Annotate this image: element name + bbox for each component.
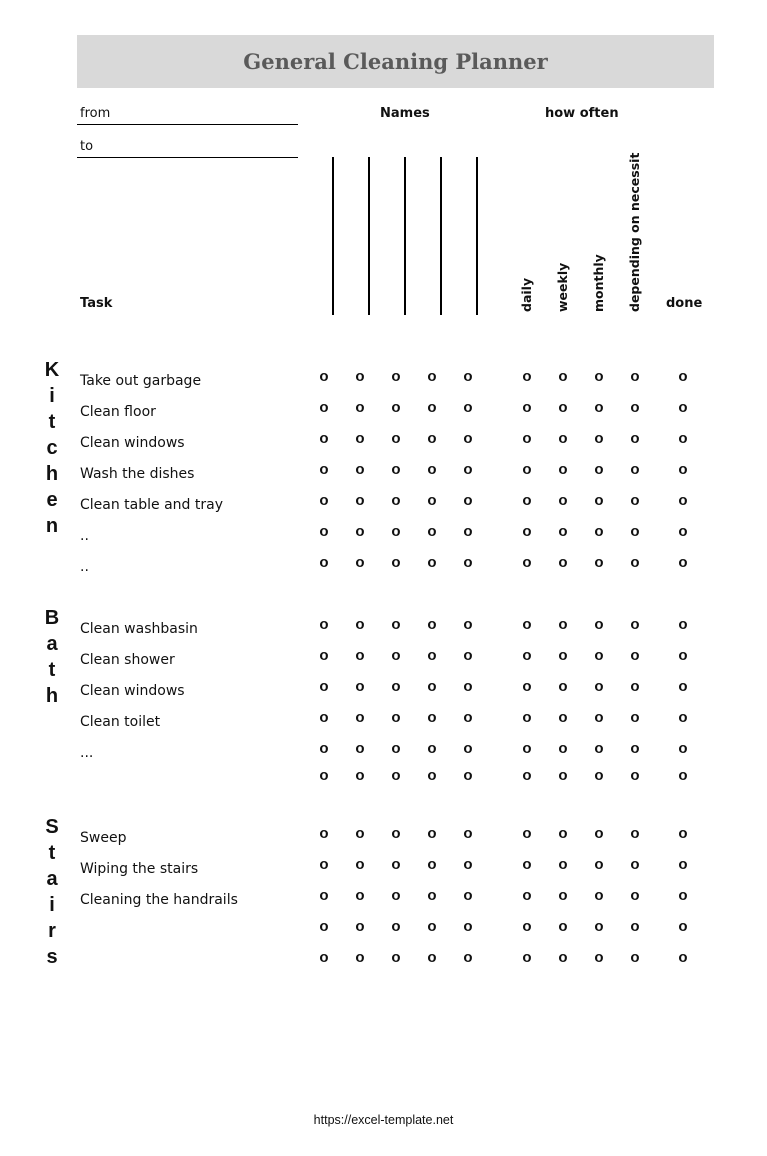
done-checkbox[interactable]: o — [678, 647, 688, 664]
section-label-letter: B — [44, 607, 60, 629]
name-checkbox[interactable]: o — [355, 368, 365, 385]
task-label: Clean windows — [80, 435, 185, 451]
task-label: Wiping the stairs — [80, 861, 199, 877]
frequency-checkbox[interactable]: o — [594, 647, 604, 664]
task-row — [0, 616, 767, 641]
frequency-checkbox[interactable]: o — [630, 554, 640, 571]
frequency-checkbox[interactable]: o — [594, 554, 604, 571]
frequency-checkbox[interactable]: o — [558, 678, 568, 695]
name-checkbox[interactable]: o — [319, 523, 329, 540]
frequency-checkbox[interactable]: o — [594, 492, 604, 509]
task-row — [0, 740, 767, 765]
frequency-checkbox[interactable]: o — [522, 461, 532, 478]
task-label: Take out garbage — [80, 373, 202, 389]
name-checkbox[interactable]: o — [319, 856, 329, 873]
frequency-checkbox[interactable]: o — [594, 709, 604, 726]
frequency-checkbox[interactable]: o — [594, 368, 604, 385]
frequency-checkbox[interactable]: o — [522, 856, 532, 873]
frequency-checkbox[interactable]: o — [558, 825, 568, 842]
frequency-checkbox[interactable]: o — [630, 740, 640, 757]
section-label-letter: K — [44, 359, 60, 381]
task-label: Clean toilet — [80, 714, 161, 730]
frequency-checkbox[interactable]: o — [630, 523, 640, 540]
name-checkbox[interactable]: o — [319, 740, 329, 757]
frequency-checkbox[interactable]: o — [630, 430, 640, 447]
task-label: Cleaning the handrails — [80, 892, 238, 908]
frequency-checkbox[interactable]: o — [558, 918, 568, 935]
name-checkbox[interactable]: o — [391, 740, 401, 757]
name-checkbox[interactable]: o — [427, 492, 437, 509]
frequency-daily-header: daily — [519, 277, 534, 312]
frequency-checkbox[interactable]: o — [594, 430, 604, 447]
frequency-checkbox[interactable]: o — [594, 949, 604, 966]
frequency-checkbox[interactable]: o — [594, 856, 604, 873]
name-checkbox[interactable]: o — [355, 949, 365, 966]
name-checkbox[interactable]: o — [319, 709, 329, 726]
frequency-checkbox[interactable]: o — [630, 918, 640, 935]
done-checkbox[interactable]: o — [678, 554, 688, 571]
task-row — [0, 887, 767, 912]
task-label: Clean table and tray — [80, 497, 223, 513]
name-checkbox[interactable]: o — [319, 918, 329, 935]
frequency-checkbox[interactable]: o — [522, 918, 532, 935]
done-checkbox[interactable]: o — [678, 709, 688, 726]
name-checkbox[interactable]: o — [463, 430, 473, 447]
name-checkbox[interactable]: o — [463, 368, 473, 385]
frequency-checkbox[interactable]: o — [630, 492, 640, 509]
task-row — [0, 399, 767, 424]
done-checkbox[interactable]: o — [678, 740, 688, 757]
name-checkbox[interactable]: o — [463, 887, 473, 904]
task-label: ... — [80, 745, 94, 761]
frequency-checkbox[interactable]: o — [522, 949, 532, 966]
frequency-checkbox[interactable]: o — [630, 461, 640, 478]
name-checkbox[interactable]: o — [427, 740, 437, 757]
name-checkbox[interactable]: o — [319, 399, 329, 416]
name-checkbox[interactable]: o — [391, 949, 401, 966]
name-column-line — [440, 157, 442, 315]
done-checkbox[interactable]: o — [678, 616, 688, 633]
task-row — [0, 647, 767, 672]
from-label: from — [80, 106, 111, 121]
name-checkbox[interactable]: o — [355, 647, 365, 664]
section-label-letter: e — [46, 489, 58, 511]
frequency-checkbox[interactable]: o — [522, 647, 532, 664]
frequency-checkbox[interactable]: o — [630, 949, 640, 966]
name-checkbox[interactable]: o — [463, 554, 473, 571]
done-checkbox[interactable]: o — [678, 918, 688, 935]
task-row — [0, 368, 767, 393]
frequency-monthly-header: monthly — [591, 254, 606, 312]
task-row — [0, 918, 767, 943]
frequency-checkbox[interactable]: o — [630, 647, 640, 664]
section-label-letter: a — [46, 633, 58, 655]
task-row — [0, 523, 767, 548]
name-checkbox[interactable]: o — [463, 678, 473, 695]
section-label-letter: r — [48, 920, 56, 942]
title-banner — [77, 35, 714, 88]
frequency-checkbox[interactable]: o — [630, 678, 640, 695]
frequency-checkbox[interactable]: o — [522, 678, 532, 695]
name-checkbox[interactable]: o — [463, 647, 473, 664]
section-label-letter: S — [45, 816, 59, 838]
task-row — [0, 492, 767, 517]
section-label-letter: t — [48, 842, 56, 864]
frequency-checkbox[interactable]: o — [522, 430, 532, 447]
name-checkbox[interactable]: o — [463, 825, 473, 842]
frequency-checkbox[interactable]: o — [594, 523, 604, 540]
name-checkbox[interactable]: o — [463, 616, 473, 633]
done-checkbox[interactable]: o — [678, 767, 688, 784]
name-checkbox[interactable]: o — [427, 825, 437, 842]
frequency-checkbox[interactable]: o — [594, 399, 604, 416]
name-checkbox[interactable]: o — [319, 647, 329, 664]
frequency-checkbox[interactable]: o — [558, 492, 568, 509]
task-label: Clean shower — [80, 652, 175, 668]
name-checkbox[interactable]: o — [355, 492, 365, 509]
name-checkbox[interactable]: o — [391, 461, 401, 478]
done-checkbox[interactable]: o — [678, 825, 688, 842]
task-label: Clean windows — [80, 683, 185, 699]
name-checkbox[interactable]: o — [391, 767, 401, 784]
name-checkbox[interactable]: o — [391, 492, 401, 509]
name-checkbox[interactable]: o — [355, 430, 365, 447]
name-checkbox[interactable]: o — [463, 461, 473, 478]
name-checkbox[interactable]: o — [463, 399, 473, 416]
name-checkbox[interactable]: o — [355, 825, 365, 842]
frequency-checkbox[interactable]: o — [558, 767, 568, 784]
name-checkbox[interactable]: o — [355, 740, 365, 757]
task-label: Clean floor — [80, 404, 156, 420]
done-checkbox[interactable]: o — [678, 461, 688, 478]
name-checkbox[interactable]: o — [391, 368, 401, 385]
frequency-checkbox[interactable]: o — [594, 678, 604, 695]
frequency-checkbox[interactable]: o — [558, 554, 568, 571]
name-checkbox[interactable]: o — [427, 523, 437, 540]
name-checkbox[interactable]: o — [463, 918, 473, 935]
task-row — [0, 856, 767, 881]
name-checkbox[interactable]: o — [427, 647, 437, 664]
frequency-as-needed-header: depending on necessit — [627, 152, 642, 312]
name-checkbox[interactable]: o — [355, 918, 365, 935]
frequency-checkbox[interactable]: o — [522, 554, 532, 571]
frequency-checkbox[interactable]: o — [558, 709, 568, 726]
task-label: Clean washbasin — [80, 621, 198, 637]
name-checkbox[interactable]: o — [463, 949, 473, 966]
frequency-checkbox[interactable]: o — [558, 647, 568, 664]
name-checkbox[interactable]: o — [427, 399, 437, 416]
name-checkbox[interactable]: o — [319, 430, 329, 447]
name-checkbox[interactable]: o — [319, 949, 329, 966]
frequency-checkbox[interactable]: o — [630, 709, 640, 726]
task-label: Sweep — [80, 830, 127, 846]
section-label-letter: i — [49, 894, 55, 916]
done-checkbox[interactable]: o — [678, 368, 688, 385]
name-checkbox[interactable]: o — [463, 492, 473, 509]
name-checkbox[interactable]: o — [391, 523, 401, 540]
name-checkbox[interactable]: o — [391, 709, 401, 726]
frequency-checkbox[interactable]: o — [522, 616, 532, 633]
section-label-letter: h — [45, 463, 59, 485]
name-checkbox[interactable]: o — [355, 554, 365, 571]
name-checkbox[interactable]: o — [427, 949, 437, 966]
frequency-checkbox[interactable]: o — [594, 767, 604, 784]
name-checkbox[interactable]: o — [391, 678, 401, 695]
name-checkbox[interactable]: o — [319, 368, 329, 385]
frequency-checkbox[interactable]: o — [630, 767, 640, 784]
frequency-checkbox[interactable]: o — [522, 740, 532, 757]
name-checkbox[interactable]: o — [319, 616, 329, 633]
name-checkbox[interactable]: o — [427, 461, 437, 478]
from-field-line[interactable] — [77, 124, 298, 125]
task-row — [0, 709, 767, 734]
name-checkbox[interactable]: o — [463, 740, 473, 757]
name-checkbox[interactable]: o — [427, 767, 437, 784]
done-checkbox[interactable]: o — [678, 399, 688, 416]
name-checkbox[interactable]: o — [355, 767, 365, 784]
name-checkbox[interactable]: o — [427, 430, 437, 447]
frequency-checkbox[interactable]: o — [558, 949, 568, 966]
name-checkbox[interactable]: o — [355, 616, 365, 633]
frequency-checkbox[interactable]: o — [594, 825, 604, 842]
frequency-checkbox[interactable]: o — [558, 523, 568, 540]
name-checkbox[interactable]: o — [427, 678, 437, 695]
name-checkbox[interactable]: o — [427, 554, 437, 571]
done-checkbox[interactable]: o — [678, 856, 688, 873]
name-checkbox[interactable]: o — [355, 856, 365, 873]
name-checkbox[interactable]: o — [319, 825, 329, 842]
to-field-line[interactable] — [77, 157, 298, 158]
name-column-line — [332, 157, 334, 315]
name-checkbox[interactable]: o — [427, 616, 437, 633]
frequency-checkbox[interactable]: o — [594, 918, 604, 935]
name-checkbox[interactable]: o — [355, 523, 365, 540]
name-checkbox[interactable]: o — [319, 461, 329, 478]
name-checkbox[interactable]: o — [463, 767, 473, 784]
section-label-letter: t — [48, 659, 56, 681]
name-checkbox[interactable]: o — [427, 368, 437, 385]
done-checkbox[interactable]: o — [678, 949, 688, 966]
frequency-checkbox[interactable]: o — [558, 368, 568, 385]
frequency-checkbox[interactable]: o — [558, 887, 568, 904]
name-checkbox[interactable]: o — [355, 709, 365, 726]
task-row — [0, 461, 767, 486]
section-label-letter: i — [49, 385, 55, 407]
frequency-weekly-header: weekly — [555, 262, 570, 312]
name-column-line — [368, 157, 370, 315]
name-checkbox[interactable]: o — [427, 918, 437, 935]
frequency-checkbox[interactable]: o — [522, 825, 532, 842]
task-row — [0, 767, 767, 792]
task-row — [0, 678, 767, 703]
name-checkbox[interactable]: o — [319, 492, 329, 509]
frequency-checkbox[interactable]: o — [522, 492, 532, 509]
task-label: .. — [80, 528, 89, 544]
name-checkbox[interactable]: o — [391, 616, 401, 633]
frequency-checkbox[interactable]: o — [558, 430, 568, 447]
footer-url[interactable]: https://excel-template.net — [313, 1113, 454, 1127]
name-checkbox[interactable]: o — [463, 709, 473, 726]
name-column-line — [404, 157, 406, 315]
frequency-checkbox[interactable]: o — [630, 856, 640, 873]
name-checkbox[interactable]: o — [391, 430, 401, 447]
frequency-checkbox[interactable]: o — [522, 399, 532, 416]
name-checkbox[interactable]: o — [355, 399, 365, 416]
section-label-letter: h — [45, 685, 59, 707]
name-checkbox[interactable]: o — [355, 461, 365, 478]
name-checkbox[interactable]: o — [319, 887, 329, 904]
task-row — [0, 554, 767, 579]
frequency-checkbox[interactable]: o — [594, 740, 604, 757]
name-checkbox[interactable]: o — [391, 856, 401, 873]
section-label-letter: t — [48, 411, 56, 433]
name-checkbox[interactable]: o — [463, 856, 473, 873]
name-checkbox[interactable]: o — [427, 887, 437, 904]
name-checkbox[interactable]: o — [319, 554, 329, 571]
name-checkbox[interactable]: o — [427, 709, 437, 726]
names-header: Names — [380, 106, 430, 121]
name-checkbox[interactable]: o — [391, 399, 401, 416]
frequency-checkbox[interactable]: o — [522, 368, 532, 385]
task-header: Task — [80, 296, 113, 311]
task-row — [0, 430, 767, 455]
frequency-checkbox[interactable]: o — [630, 399, 640, 416]
name-checkbox[interactable]: o — [391, 825, 401, 842]
frequency-checkbox[interactable]: o — [558, 399, 568, 416]
how-often-header: how often — [545, 106, 619, 121]
frequency-checkbox[interactable]: o — [558, 856, 568, 873]
to-label: to — [80, 139, 94, 154]
section-label-letter: c — [46, 437, 58, 459]
name-checkbox[interactable]: o — [319, 767, 329, 784]
done-checkbox[interactable]: o — [678, 523, 688, 540]
name-checkbox[interactable]: o — [391, 554, 401, 571]
frequency-checkbox[interactable]: o — [630, 887, 640, 904]
frequency-checkbox[interactable]: o — [594, 461, 604, 478]
done-checkbox[interactable]: o — [678, 430, 688, 447]
frequency-checkbox[interactable]: o — [522, 887, 532, 904]
frequency-checkbox[interactable]: o — [630, 368, 640, 385]
name-checkbox[interactable]: o — [463, 523, 473, 540]
done-header: done — [666, 296, 703, 311]
name-checkbox[interactable]: o — [391, 887, 401, 904]
frequency-checkbox[interactable]: o — [522, 523, 532, 540]
frequency-checkbox[interactable]: o — [558, 616, 568, 633]
name-checkbox[interactable]: o — [391, 918, 401, 935]
done-checkbox[interactable]: o — [678, 887, 688, 904]
done-checkbox[interactable]: o — [678, 492, 688, 509]
frequency-checkbox[interactable]: o — [522, 709, 532, 726]
name-checkbox[interactable]: o — [427, 856, 437, 873]
task-row — [0, 825, 767, 850]
frequency-checkbox[interactable]: o — [594, 887, 604, 904]
frequency-checkbox[interactable]: o — [522, 767, 532, 784]
task-label: Wash the dishes — [80, 466, 195, 482]
done-checkbox[interactable]: o — [678, 678, 688, 695]
frequency-checkbox[interactable]: o — [630, 825, 640, 842]
task-label: .. — [80, 559, 89, 575]
page-title: General Cleaning Planner — [243, 49, 548, 74]
name-column-line — [476, 157, 478, 315]
frequency-checkbox[interactable]: o — [558, 461, 568, 478]
frequency-checkbox[interactable]: o — [630, 616, 640, 633]
name-checkbox[interactable]: o — [319, 678, 329, 695]
name-checkbox[interactable]: o — [355, 678, 365, 695]
task-row — [0, 949, 767, 974]
name-checkbox[interactable]: o — [355, 887, 365, 904]
name-checkbox[interactable]: o — [391, 647, 401, 664]
section-label-letter: s — [46, 946, 58, 968]
frequency-checkbox[interactable]: o — [558, 740, 568, 757]
section-label-letter: n — [45, 515, 59, 537]
section-label-letter: a — [46, 868, 58, 890]
frequency-checkbox[interactable]: o — [594, 616, 604, 633]
